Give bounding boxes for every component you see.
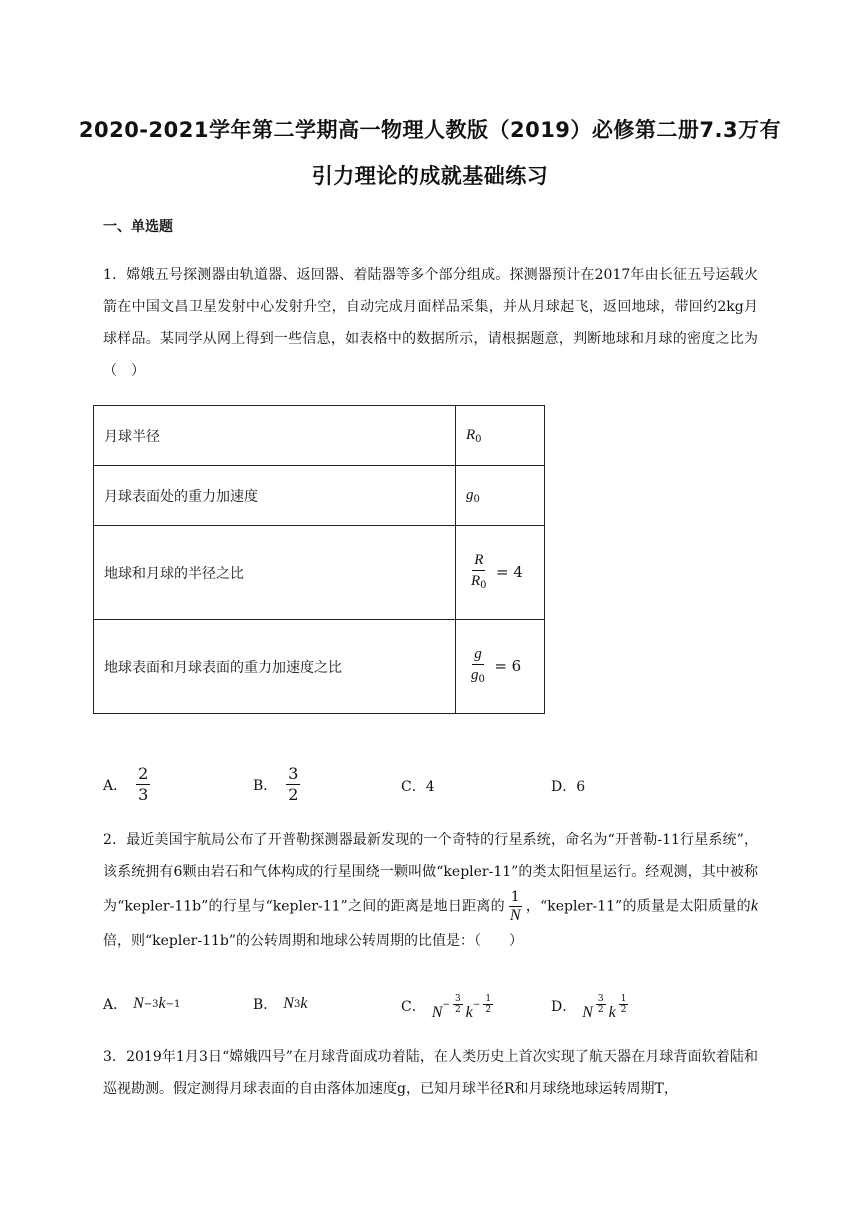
option-label: A． (103, 777, 128, 794)
exponent-sign: − (442, 999, 450, 1010)
symbol-k: k (608, 1004, 616, 1021)
exponent-fraction (596, 994, 606, 1015)
fraction-numerator: 2 (138, 764, 149, 783)
ratio-value: = 4 (496, 562, 523, 581)
fraction-numerator: R (472, 550, 485, 571)
fraction-numerator: 3 (288, 764, 299, 783)
fraction-denominator: N (509, 907, 521, 924)
fraction (469, 550, 489, 596)
fraction (469, 644, 487, 690)
table-row (94, 466, 545, 526)
table-cell-value (456, 526, 545, 620)
fraction-numerator: 1 (485, 993, 492, 1004)
table-cell-label: 月球半径 (94, 406, 456, 466)
symbol-k: k (750, 897, 758, 915)
question-1-option-b (253, 764, 303, 805)
document-title-line-2: 引力理论的成就基础练习 (311, 164, 549, 188)
table-cell-value (456, 406, 545, 466)
symbol-N: N (133, 995, 144, 1012)
exponent-fraction (453, 994, 463, 1015)
fraction-denominator: 2 (620, 1004, 627, 1015)
exponent-fraction (483, 994, 493, 1015)
fraction-numerator: g (472, 644, 484, 665)
exponent-fraction (619, 994, 629, 1015)
symbol-k: k (300, 995, 308, 1012)
fraction-denominator: 2 (454, 1004, 461, 1015)
fraction-denominator: 2 (485, 1004, 492, 1015)
option-label: B． (253, 777, 278, 794)
question-1-table (93, 405, 545, 714)
question-2-option-b (253, 994, 307, 1014)
option-label: A． (103, 997, 128, 1013)
table-cell-value (456, 620, 545, 714)
fraction-numerator: 1 (510, 889, 520, 905)
exponent (473, 994, 496, 1015)
question-1-option-d: D．6 (551, 779, 586, 795)
table-row (94, 406, 545, 466)
subscript: 0 (473, 493, 480, 505)
exponent (442, 994, 465, 1015)
table-cell-label: 地球表面和月球表面的重力加速度之比 (94, 620, 456, 714)
fraction-numerator: 3 (454, 993, 461, 1004)
question-3-text: 3．2019年1月3日“嫦娥四号”在月球背面成功着陆，在人类历史上首次实现了航天器在月球背面软着陆和巡视勘测。假定测得月球表面的自由落体加速度g，已知月球半径R和月球绕地球运转周期T， (103, 1049, 758, 1097)
question-2-text-part-3: 倍，则“kepler-11b”的公转周期和地球公转周期的比值是：（ ） (103, 933, 524, 949)
question-1-option-c: C．4 (401, 779, 435, 795)
table-cell-label: 月球表面处的重力加速度 (94, 466, 456, 526)
subscript: 0 (475, 433, 482, 445)
question-2-text-part-2: ，“kepler-11”的质量是太阳质量的 (525, 898, 751, 915)
table-cell-value (456, 466, 545, 526)
document-title-line-1: 2020-2021学年第二学期高一物理人教版（2019）必修第二册7.3万有 (78, 118, 782, 142)
table-cell-label: 地球和月球的半径之比 (94, 526, 456, 620)
question-1-option-a (103, 764, 153, 805)
fraction-numerator: 1 (620, 993, 627, 1004)
symbol-k: k (158, 995, 166, 1012)
option-label: C． (401, 999, 426, 1015)
fraction-numerator: 3 (597, 993, 604, 1004)
symbol: R (466, 426, 476, 443)
fraction (508, 888, 523, 925)
exponent-sign: − (472, 999, 481, 1010)
fraction (286, 764, 300, 805)
fraction-denominator: R (471, 572, 481, 589)
table-row (94, 526, 545, 620)
symbol-k: k (465, 1004, 473, 1021)
fraction-denominator: 2 (288, 785, 299, 804)
question-1-text: 1．嫦娥五号探测器由轨道器、返回器、着陆器等多个部分组成。探测器预计在2017年由长征五号运载火箭在中国文昌卫星发射中心发射升空，自动完成月面样品采集，并从月球起飞，返回地球，带回约2kg月球样品。某同学从网上得到一些信息，如表格中的数据所示，请根据题意，判断地球和月球的密度之比为（ ） (103, 267, 758, 379)
option-label: B． (253, 997, 278, 1013)
question-2-text (103, 824, 758, 957)
question-2-option-c (401, 990, 496, 1022)
exponent: −3 (143, 998, 159, 1010)
table-row (94, 620, 545, 714)
option-label: D． (551, 999, 577, 1015)
question-2-option-a (103, 994, 180, 1014)
fraction-denominator: 2 (597, 1004, 604, 1015)
subscript: 0 (480, 579, 487, 591)
subscript: 0 (478, 673, 485, 685)
symbol-N: N (431, 1004, 443, 1021)
symbol-N: N (283, 995, 294, 1012)
fraction-denominator: 3 (138, 785, 149, 804)
exponent: 3 (293, 998, 301, 1010)
question-2-text-part-1: 2．最近美国宇航局公布了开普勒探测器最新发现的一个奇特的行星系统，命名为“开普勒-11行星系统”，该系统拥有6颗由岩石和气体构成的行星围绕一颗叫做“kepler-11”的类太阳恒星运行。经观测，其中被称为“kepler-11b”的行星与“kepler-11”之间的距离是地日距离的 (103, 832, 758, 915)
ratio-value: = 6 (494, 656, 522, 675)
symbol: g (466, 486, 474, 503)
question-2-option-d (551, 990, 631, 1022)
fraction (136, 764, 150, 805)
symbol-N: N (582, 1004, 593, 1021)
section-heading: 一、单选题 (103, 219, 173, 235)
fraction-denominator: g (471, 666, 479, 683)
exponent: −1 (165, 998, 181, 1010)
